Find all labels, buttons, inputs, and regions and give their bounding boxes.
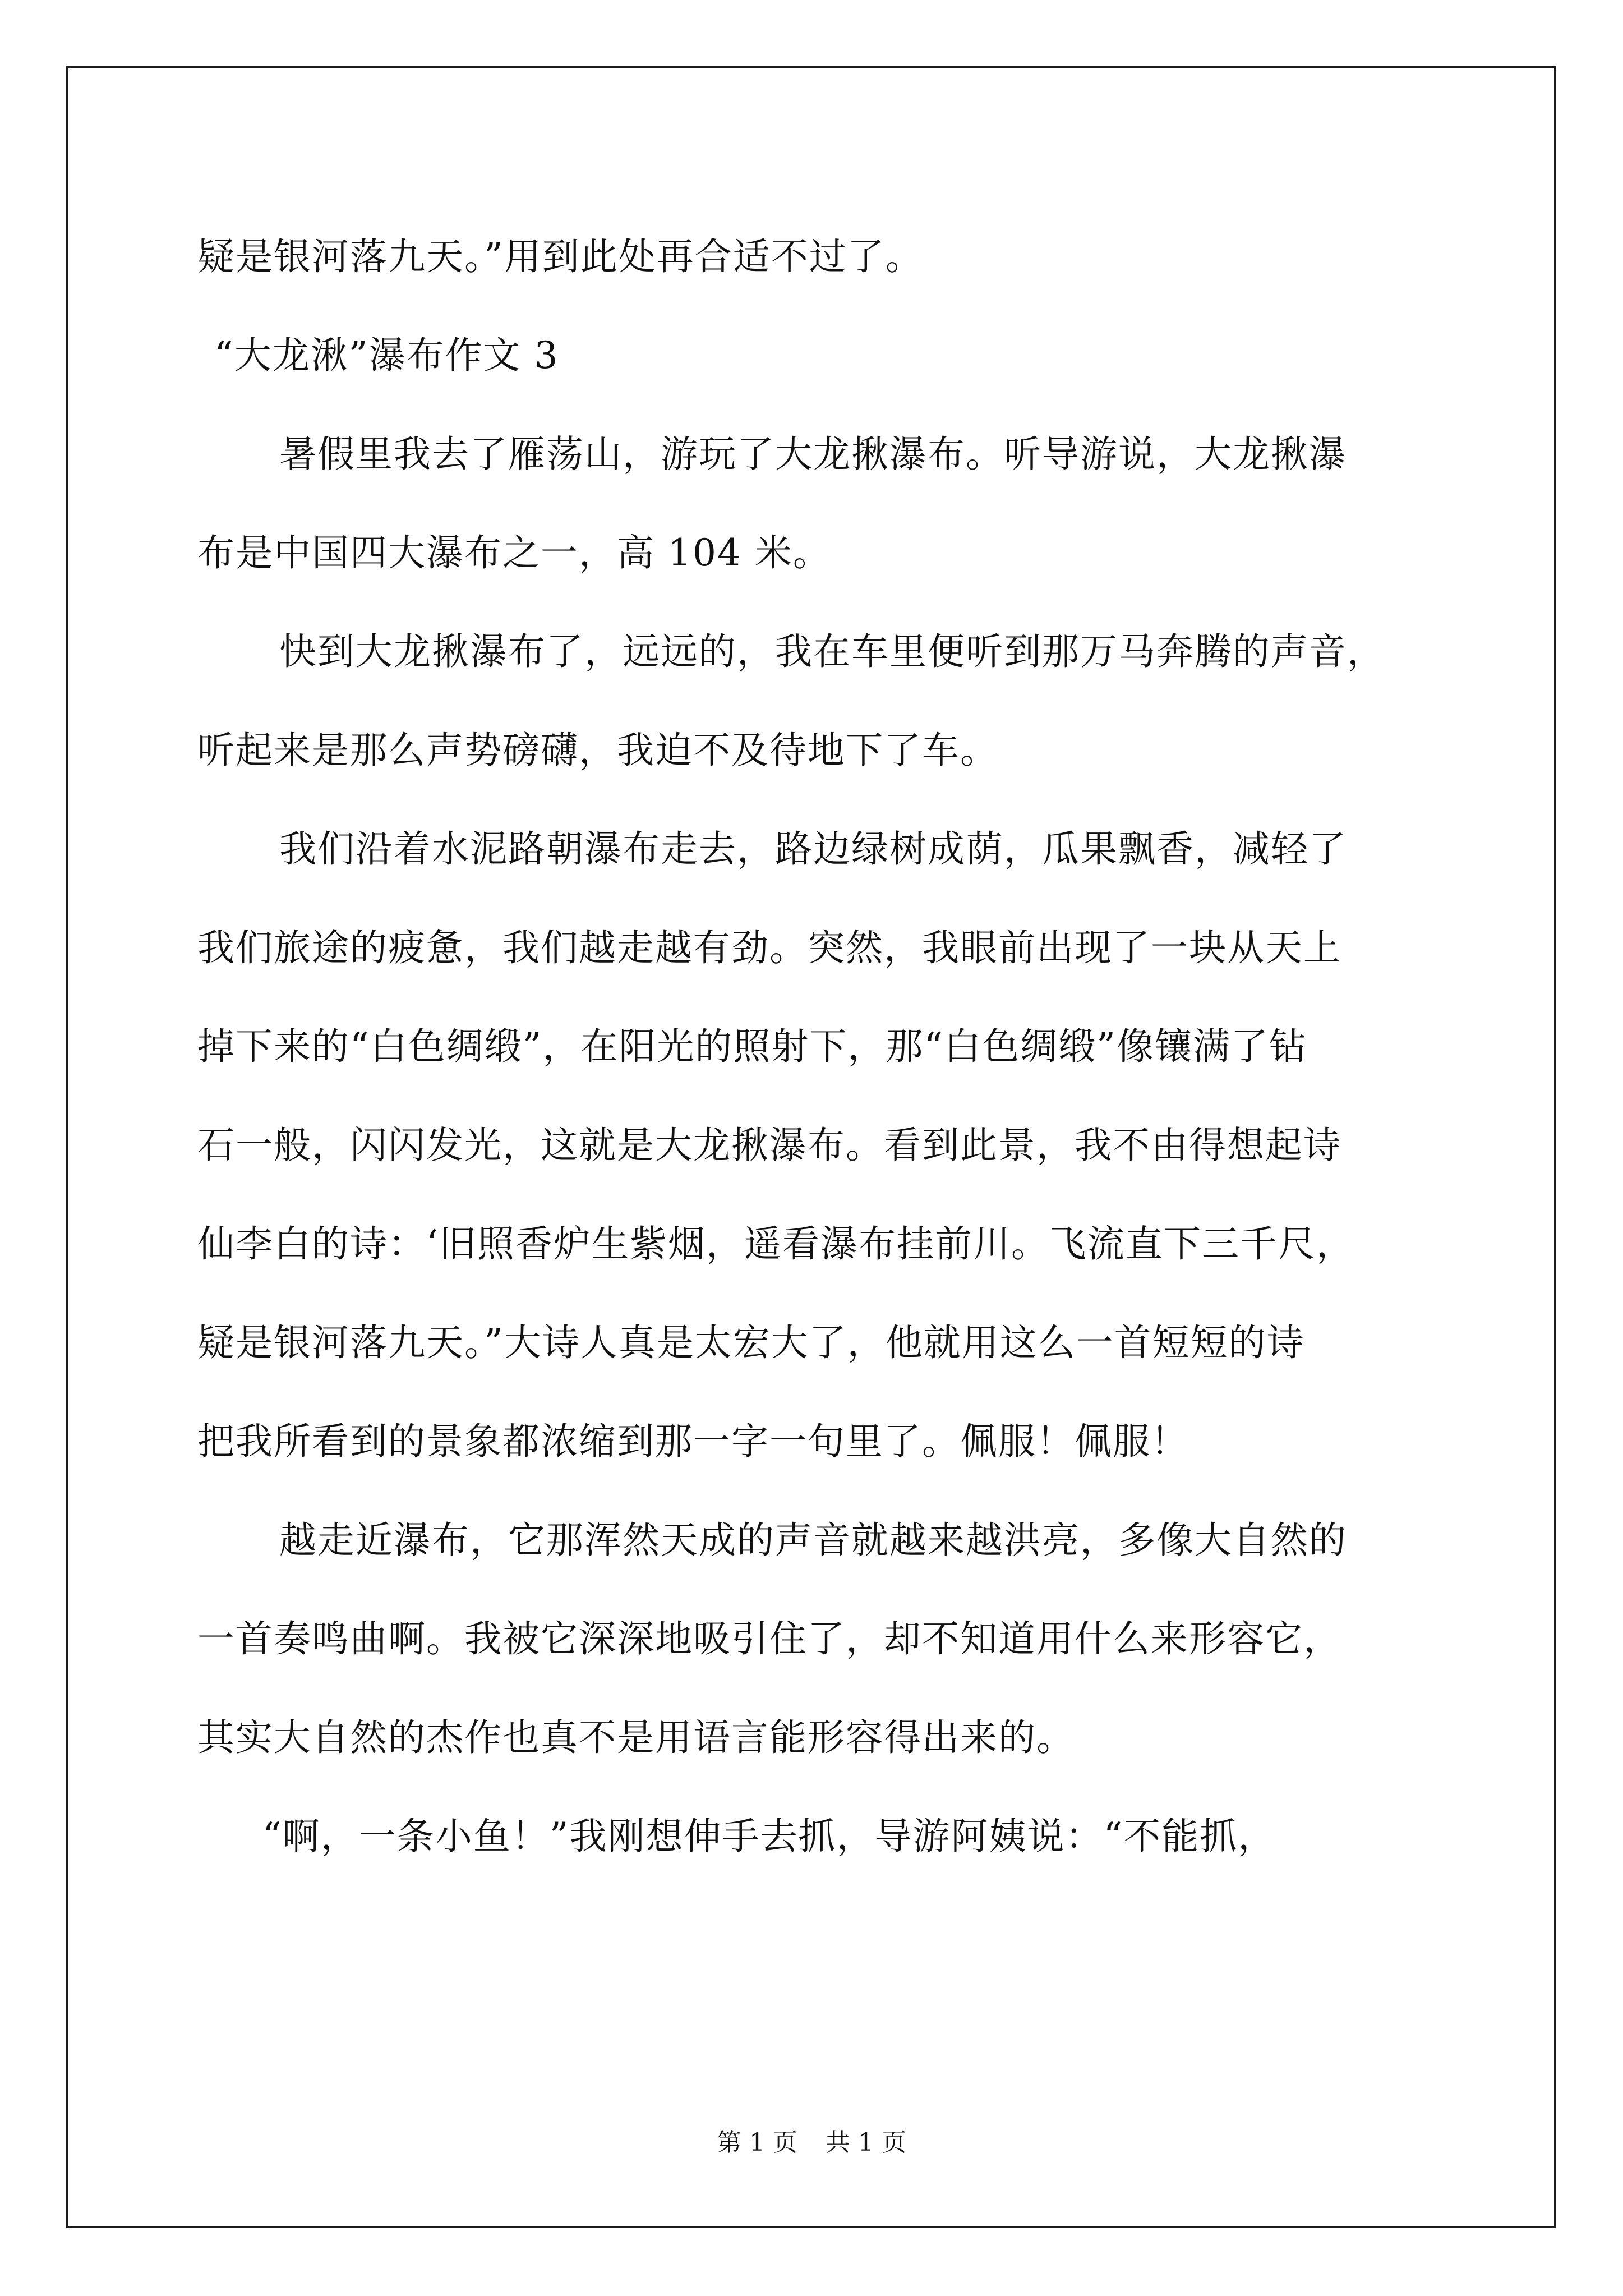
- paragraph-line: 暑假里我去了雁荡山，游玩了大龙揪瀑布。听导游说，大龙揪瀑: [279, 432, 1347, 476]
- paragraph-line: “啊，一条小鱼！”我刚想伸手去抓，导游阿姨说：“不能抓，: [262, 1815, 1276, 1858]
- essay-title: “大龙湫”瀑布作文 3: [214, 334, 559, 377]
- page-number: 第 1 页: [717, 2128, 797, 2157]
- page-total: 共 1 页: [826, 2128, 906, 2157]
- paragraph-line: 布是中国四大瀑布之一，高 104 米。: [197, 531, 831, 574]
- paragraph-line: 快到大龙揪瀑布了，远远的，我在车里便听到那万马奔腾的声音，: [279, 630, 1385, 673]
- paragraph-line: 把我所看到的景象都浓缩到那一字一句里了。佩服！佩服！: [197, 1420, 1189, 1463]
- paragraph-line: 我们沿着水泥路朝瀑布走去，路边绿树成荫，瓜果飘香，减轻了: [279, 827, 1347, 871]
- paragraph-line: 其实大自然的杰作也真不是用语言能形容得出来的。: [197, 1716, 1075, 1759]
- paragraph-line: 仙李白的诗：‘旧照香炉生紫烟，遥看瀑布挂前川。飞流直下三千尺，: [197, 1222, 1354, 1266]
- paragraph-line: 疑是银河落九天。”用到此处再合适不过了。: [197, 235, 924, 278]
- paragraph-line: 越走近瀑布，它那浑然天成的声音就越来越洪亮，多像大自然的: [279, 1519, 1347, 1562]
- paragraph-line: 石一般，闪闪发光，这就是大龙揪瀑布。看到此景，我不由得想起诗: [197, 1124, 1341, 1167]
- page-footer: [0, 2126, 1623, 2160]
- paragraph-line: 听起来是那么声势磅礴，我迫不及待地下了车。: [197, 729, 998, 772]
- paragraph-line: 一首奏鸣曲啊。我被它深深地吸引住了，却不知道用什么来形容它，: [197, 1617, 1341, 1660]
- paragraph-line: 我们旅途的疲惫，我们越走越有劲。突然，我眼前出现了一块从天上: [197, 926, 1341, 969]
- document-body: [197, 208, 1429, 1886]
- paragraph-line: 疑是银河落九天。”大诗人真是太宏大了，他就用这么一首短短的诗: [197, 1321, 1305, 1364]
- paragraph-line: 掉下来的“白色绸缎”，在阳光的照射下，那“白色绸缎”像镶满了钻: [197, 1025, 1307, 1068]
